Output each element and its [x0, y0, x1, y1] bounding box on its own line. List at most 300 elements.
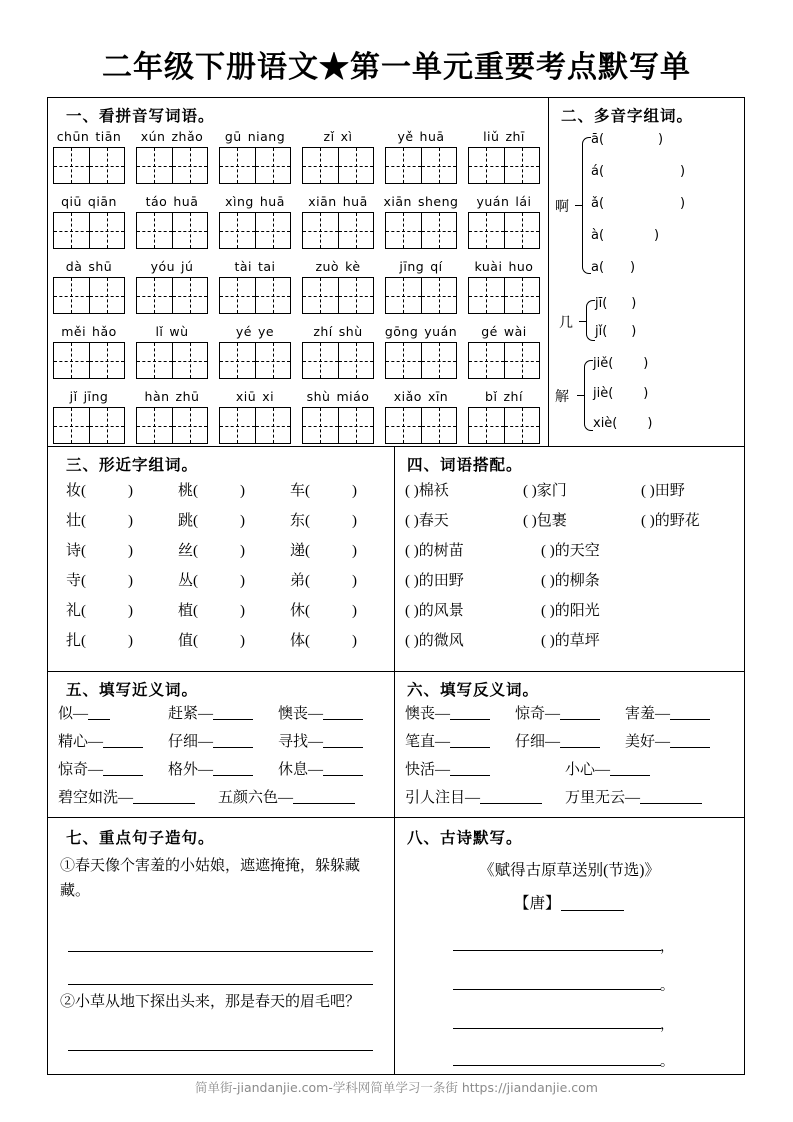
xingjinzi-item[interactable]: [178, 629, 245, 650]
section2-heading: 二、多音字组词。: [561, 108, 694, 125]
xingjinzi-item[interactable]: [178, 569, 245, 590]
xingjinzi-item[interactable]: [178, 479, 245, 500]
dapei-item[interactable]: ( )的微风: [405, 633, 464, 649]
tianzige-cell[interactable]: [303, 148, 338, 183]
word-pair-item[interactable]: [218, 786, 355, 807]
xingjinzi-char: 体(: [290, 633, 310, 649]
tianzige-box[interactable]: [468, 407, 540, 444]
pinyin-syllable: niang: [247, 129, 286, 144]
reading-pinyin: á(: [591, 164, 605, 179]
answer-blank[interactable]: [103, 732, 143, 748]
tianzige-cell[interactable]: [303, 343, 338, 378]
tianzige-box[interactable]: [468, 277, 540, 314]
pinyin-text: [50, 193, 128, 210]
answer-blank[interactable]: [323, 704, 363, 720]
reading-close: ): [658, 132, 664, 147]
tianzige-box[interactable]: [136, 342, 208, 379]
xingjinzi-row: [66, 599, 386, 629]
section-kan-pinyin-xie-ciyu: [48, 98, 549, 447]
tianzige-cell[interactable]: [255, 213, 291, 248]
dapei-item[interactable]: ( )的天空: [541, 543, 600, 559]
dapei-item[interactable]: ( )的野花: [641, 513, 700, 529]
tianzige-cell[interactable]: [89, 148, 125, 183]
pinyin-syllable: xi: [262, 389, 275, 404]
word-pair-item[interactable]: [405, 786, 542, 807]
dapei-row: [405, 599, 735, 629]
tianzige-cell[interactable]: [338, 343, 374, 378]
tianzige-box[interactable]: [302, 407, 374, 444]
dapei-item[interactable]: ( )的柳条: [541, 573, 600, 589]
tianzige-box[interactable]: [385, 147, 457, 184]
tianzige-box[interactable]: [136, 212, 208, 249]
xingjinzi-item[interactable]: [66, 479, 133, 500]
pinyin-syllable: jīng: [83, 389, 109, 404]
word-pair-item[interactable]: [405, 758, 490, 779]
word-pair-item[interactable]: [565, 758, 650, 779]
tianzige-cell[interactable]: [504, 148, 540, 183]
duoyinzi-reading: [591, 196, 685, 211]
pinyin-word-group: [382, 128, 460, 184]
tianzige-cell[interactable]: [504, 213, 540, 248]
reading-close: ): [643, 386, 649, 401]
xingjinzi-char: 妆(: [66, 483, 86, 499]
reading-close: ): [647, 416, 653, 431]
section1-heading: 一、看拼音写词语。: [66, 108, 215, 125]
tianzige-cell[interactable]: [303, 213, 338, 248]
tianzige-cell[interactable]: [338, 408, 374, 443]
footer-watermark: 简单街-jiandanjie.com-学科网简单学习一条街 https://jiandanjie.com: [194, 1080, 598, 1095]
xingjinzi-close-paren: ): [128, 573, 133, 589]
pinyin-row: [48, 388, 548, 453]
tianzige-cell[interactable]: [469, 213, 504, 248]
answer-blank[interactable]: [293, 788, 355, 804]
duoyinzi-reading: [593, 416, 652, 431]
poem-dynasty: 【唐】: [514, 895, 561, 912]
tianzige-box[interactable]: [468, 147, 540, 184]
pinyin-word-group: [216, 128, 294, 184]
tianzige-cell[interactable]: [469, 278, 504, 313]
tianzige-box[interactable]: [302, 277, 374, 314]
duoyinzi-reading: [591, 260, 635, 275]
brace: [582, 137, 591, 274]
word-pair-item[interactable]: [278, 758, 363, 779]
tianzige-cell[interactable]: [421, 278, 457, 313]
reading-pinyin: ǎ(: [591, 196, 605, 211]
tianzige-cell[interactable]: [220, 343, 255, 378]
tianzige-cell[interactable]: [172, 343, 208, 378]
xingjinzi-item[interactable]: [290, 509, 357, 530]
section4-heading: 四、词语搭配。: [407, 457, 523, 474]
answer-blank[interactable]: [450, 732, 490, 748]
reading-close: ): [631, 296, 637, 311]
dapei-item[interactable]: ( )的草坪: [541, 633, 600, 649]
xingjinzi-item[interactable]: [66, 509, 133, 530]
xingjinzi-item[interactable]: [290, 539, 357, 560]
pinyin-syllable: ye: [258, 324, 275, 339]
duoyinzi-char: 啊: [555, 200, 569, 215]
xingjinzi-item[interactable]: [290, 629, 357, 650]
tianzige-cell[interactable]: [137, 278, 172, 313]
xingjinzi-item[interactable]: [178, 539, 245, 560]
answer-blank[interactable]: [323, 732, 363, 748]
tianzige-cell[interactable]: [504, 278, 540, 313]
tianzige-box[interactable]: [302, 212, 374, 249]
word-pair-item[interactable]: [168, 730, 253, 751]
tianzige-box[interactable]: [385, 407, 457, 444]
xingjinzi-close-paren: ): [240, 603, 245, 619]
tianzige-box[interactable]: [53, 147, 125, 184]
pinyin-syllable: yuán: [424, 324, 458, 339]
duoyinzi-group-jie: [549, 356, 744, 446]
answer-blank[interactable]: [88, 704, 110, 720]
tianzige-cell[interactable]: [421, 213, 457, 248]
tianzige-cell[interactable]: [504, 343, 540, 378]
answer-blank[interactable]: [560, 732, 600, 748]
tianzige-box[interactable]: [219, 147, 291, 184]
tianzige-cell[interactable]: [220, 213, 255, 248]
pinyin-syllable: xiān: [308, 194, 337, 209]
xingjinzi-char: 桃(: [178, 483, 198, 499]
pinyin-syllable: lái: [515, 194, 532, 209]
tianzige-cell[interactable]: [54, 278, 89, 313]
xingjinzi-row: [66, 479, 386, 509]
pinyin-text: [50, 128, 128, 145]
tianzige-box[interactable]: [219, 407, 291, 444]
pinyin-syllable: huā: [259, 194, 285, 209]
word-pair-row: [405, 702, 740, 730]
tianzige-box[interactable]: [53, 342, 125, 379]
tianzige-cell[interactable]: [255, 278, 291, 313]
word-pair-item[interactable]: [58, 758, 143, 779]
word-prompt: 仔细—: [515, 734, 561, 750]
brace-nub: [577, 395, 584, 396]
tianzige-cell[interactable]: [386, 343, 421, 378]
pinyin-syllable: wù: [169, 324, 189, 339]
pinyin-text: [299, 258, 377, 275]
xingjinzi-item[interactable]: [290, 569, 357, 590]
reading-pinyin: ā(: [591, 132, 605, 147]
xingjinzi-char: 弟(: [290, 573, 310, 589]
pinyin-syllable: yóu: [150, 259, 176, 274]
tianzige-cell[interactable]: [54, 148, 89, 183]
tianzige-cell[interactable]: [386, 278, 421, 313]
reading-close: ): [680, 196, 686, 211]
word-pair-row: [58, 730, 388, 758]
tianzige-cell[interactable]: [137, 148, 172, 183]
xingjinzi-char: 休(: [290, 603, 310, 619]
dapei-item[interactable]: ( )的树苗: [405, 543, 464, 559]
answer-blank[interactable]: [610, 760, 650, 776]
tianzige-box[interactable]: [468, 342, 540, 379]
tianzige-cell[interactable]: [220, 148, 255, 183]
tianzige-cell[interactable]: [469, 148, 504, 183]
word-prompt: 美好—: [625, 734, 671, 750]
tianzige-cell[interactable]: [421, 148, 457, 183]
sentence-2: ②小草从地下探出头来，那是春天的眉毛吧？: [60, 994, 361, 1010]
tianzige-cell[interactable]: [386, 148, 421, 183]
worksheet-frame: [47, 97, 745, 1075]
tianzige-cell[interactable]: [172, 148, 208, 183]
dapei-item[interactable]: ( )的风景: [405, 603, 464, 619]
pinyin-text: [216, 128, 294, 145]
pinyin-text: [382, 128, 460, 145]
pinyin-syllable: jǐ: [69, 389, 78, 404]
pinyin-syllable: gōng: [384, 324, 419, 339]
pinyin-syllable: gū: [224, 129, 242, 144]
dapei-item[interactable]: ( )棉袄: [405, 483, 449, 499]
tianzige-box[interactable]: [385, 277, 457, 314]
reading-pinyin: xiè(: [593, 416, 618, 431]
xingjinzi-item[interactable]: [290, 599, 357, 620]
tianzige-cell[interactable]: [338, 213, 374, 248]
xingjinzi-close-paren: ): [240, 543, 245, 559]
pinyin-word-group: [465, 258, 543, 314]
pinyin-syllable: xì: [340, 129, 353, 144]
tianzige-cell[interactable]: [172, 278, 208, 313]
answer-blank[interactable]: [213, 760, 253, 776]
dapei-item[interactable]: ( )家门: [523, 483, 567, 499]
pinyin-text: [382, 388, 460, 405]
tianzige-cell[interactable]: [338, 278, 374, 313]
pinyin-syllable: zhī: [505, 129, 525, 144]
tianzige-box[interactable]: [302, 342, 374, 379]
pinyin-syllable: gé: [481, 324, 498, 339]
answer-blank[interactable]: [640, 788, 702, 804]
tianzige-cell[interactable]: [255, 408, 291, 443]
pinyin-syllable: tài: [234, 259, 252, 274]
answer-line: [68, 951, 373, 952]
dapei-item[interactable]: ( )的田野: [405, 573, 464, 589]
tianzige-cell[interactable]: [137, 213, 172, 248]
dapei-item[interactable]: ( )田野: [641, 483, 685, 499]
duoyinzi-group-ji: [549, 298, 744, 358]
xingjinzi-close-paren: ): [352, 513, 357, 529]
pinyin-syllable: hǎo: [92, 324, 117, 339]
word-pair-item[interactable]: [58, 702, 110, 723]
tianzige-cell[interactable]: [469, 343, 504, 378]
word-pair-item[interactable]: [278, 702, 363, 723]
reading-pinyin: jiè(: [593, 386, 614, 401]
xingjinzi-item[interactable]: [66, 629, 133, 650]
tianzige-cell[interactable]: [421, 343, 457, 378]
pinyin-syllable: kè: [345, 259, 361, 274]
xingjinzi-close-paren: ): [128, 483, 133, 499]
tianzige-cell[interactable]: [220, 408, 255, 443]
dapei-item[interactable]: ( )包裹: [523, 513, 567, 529]
pinyin-syllable: měi: [61, 324, 87, 339]
tianzige-box[interactable]: [136, 407, 208, 444]
pinyin-syllable: huā: [419, 129, 445, 144]
tianzige-cell[interactable]: [504, 408, 540, 443]
reading-close: ): [680, 164, 686, 179]
section-duoyinzi-zuci: [549, 98, 744, 447]
section-tianxie-jinyici: [48, 672, 395, 818]
xingjinzi-item[interactable]: [178, 599, 245, 620]
pinyin-text: [299, 193, 377, 210]
tianzige-box[interactable]: [468, 212, 540, 249]
tianzige-cell[interactable]: [421, 408, 457, 443]
pinyin-syllable: zǐ: [323, 129, 335, 144]
tianzige-cell[interactable]: [89, 278, 125, 313]
pinyin-syllable: sheng: [417, 194, 459, 209]
word-prompt: 懊丧—: [278, 706, 324, 722]
tianzige-cell[interactable]: [469, 408, 504, 443]
pinyin-syllable: shù: [306, 389, 331, 404]
poem-punctuation: 。: [660, 979, 674, 994]
tianzige-box[interactable]: [385, 212, 457, 249]
poem-answer-line: [453, 1065, 661, 1066]
brace: [584, 360, 593, 431]
pinyin-row: [48, 128, 548, 193]
word-pair-row: [405, 786, 740, 814]
answer-blank[interactable]: [213, 732, 253, 748]
pinyin-word-group: [50, 323, 128, 379]
tianzige-cell[interactable]: [89, 343, 125, 378]
tianzige-box[interactable]: [136, 277, 208, 314]
word-pair-row: [405, 730, 740, 758]
tianzige-cell[interactable]: [386, 213, 421, 248]
word-pair-item[interactable]: [168, 702, 253, 723]
poem-punctuation: ，: [660, 940, 674, 955]
answer-blank[interactable]: [670, 704, 710, 720]
answer-blank[interactable]: [323, 760, 363, 776]
pinyin-syllable: shū: [88, 259, 113, 274]
tianzige-box[interactable]: [219, 277, 291, 314]
duoyinzi-reading: [593, 356, 648, 371]
reading-pinyin: jiě(: [593, 356, 614, 371]
answer-blank[interactable]: [480, 788, 542, 804]
dapei-item[interactable]: ( )春天: [405, 513, 449, 529]
answer-blank[interactable]: [670, 732, 710, 748]
tianzige-cell[interactable]: [255, 343, 291, 378]
xingjinzi-item[interactable]: [290, 479, 357, 500]
tianzige-cell[interactable]: [137, 408, 172, 443]
pinyin-syllable: qí: [430, 259, 443, 274]
pinyin-text: [382, 323, 460, 340]
tianzige-cell[interactable]: [89, 408, 125, 443]
xingjinzi-item[interactable]: [66, 539, 133, 560]
tianzige-cell[interactable]: [54, 408, 89, 443]
word-pair-item[interactable]: [405, 702, 490, 723]
pinyin-text: [133, 323, 211, 340]
xingjinzi-char: 车(: [290, 483, 310, 499]
word-prompt: 格外—: [168, 762, 214, 778]
tianzige-cell[interactable]: [54, 343, 89, 378]
pinyin-word-group: [216, 193, 294, 249]
pinyin-syllable: xìng: [225, 194, 254, 209]
tianzige-cell[interactable]: [172, 408, 208, 443]
tianzige-cell[interactable]: [338, 148, 374, 183]
section8-heading: 八、古诗默写。: [407, 830, 523, 847]
pinyin-word-group: [216, 388, 294, 444]
pinyin-syllable: zhū: [175, 389, 200, 404]
word-prompt: 惊奇—: [58, 762, 104, 778]
tianzige-cell[interactable]: [89, 213, 125, 248]
answer-blank[interactable]: [103, 760, 143, 776]
duoyinzi-reading: [595, 324, 636, 339]
answer-blank[interactable]: [133, 788, 195, 804]
tianzige-box[interactable]: [53, 212, 125, 249]
tianzige-box[interactable]: [219, 212, 291, 249]
reading-close: ): [643, 356, 649, 371]
pinyin-text: [133, 193, 211, 210]
pinyin-syllable: lǐ: [155, 324, 164, 339]
word-pair-item[interactable]: [515, 702, 600, 723]
pinyin-syllable: zhí: [503, 389, 523, 404]
tianzige-box[interactable]: [53, 407, 125, 444]
word-pair-row: [405, 758, 740, 786]
tianzige-cell[interactable]: [303, 278, 338, 313]
word-pair-item[interactable]: [58, 730, 143, 751]
answer-blank[interactable]: [560, 704, 600, 720]
xingjinzi-item[interactable]: [66, 599, 133, 620]
word-prompt: 快活—: [405, 762, 451, 778]
poem-answer-line: [453, 1028, 661, 1029]
answer-blank[interactable]: [450, 704, 490, 720]
word-prompt: 小心—: [565, 762, 611, 778]
tianzige-box[interactable]: [385, 342, 457, 379]
tianzige-cell[interactable]: [303, 408, 338, 443]
word-pair-item[interactable]: [625, 702, 710, 723]
xingjinzi-item[interactable]: [66, 569, 133, 590]
xingjinzi-char: 扎(: [66, 633, 86, 649]
tianzige-box[interactable]: [53, 277, 125, 314]
duoyinzi-reading: [595, 296, 636, 311]
xingjinzi-char: 植(: [178, 603, 198, 619]
duoyinzi-reading: [591, 228, 659, 243]
word-pair-item[interactable]: [278, 730, 363, 751]
pinyin-text: [133, 258, 211, 275]
tianzige-cell[interactable]: [386, 408, 421, 443]
word-pair-item[interactable]: [58, 786, 195, 807]
tianzige-cell[interactable]: [255, 148, 291, 183]
tianzige-cell[interactable]: [137, 343, 172, 378]
word-pair-item[interactable]: [405, 730, 490, 751]
pinyin-text: [133, 388, 211, 405]
pinyin-syllable: xīn: [427, 389, 449, 404]
xingjinzi-close-paren: ): [240, 573, 245, 589]
pinyin-syllable: kuài: [474, 259, 503, 274]
tianzige-cell[interactable]: [220, 278, 255, 313]
answer-blank[interactable]: [213, 704, 253, 720]
poem-author-line: [561, 910, 624, 911]
pinyin-word-group: [50, 388, 128, 444]
xingjinzi-item[interactable]: [178, 509, 245, 530]
word-pair-item[interactable]: [565, 786, 702, 807]
tianzige-box[interactable]: [302, 147, 374, 184]
word-pair-item[interactable]: [168, 758, 253, 779]
word-pair-item[interactable]: [625, 730, 710, 751]
xingjinzi-char: 跳(: [178, 513, 198, 529]
tianzige-cell[interactable]: [172, 213, 208, 248]
word-pair-item[interactable]: [515, 730, 600, 751]
answer-blank[interactable]: [450, 760, 490, 776]
reading-pinyin: jī(: [595, 296, 608, 311]
tianzige-cell[interactable]: [54, 213, 89, 248]
word-prompt: 害羞—: [625, 706, 671, 722]
pinyin-word-group: [465, 323, 543, 379]
xingjinzi-row: [66, 569, 386, 599]
pinyin-syllable: yé: [235, 324, 252, 339]
tianzige-box[interactable]: [219, 342, 291, 379]
tianzige-box[interactable]: [136, 147, 208, 184]
xingjinzi-close-paren: ): [352, 483, 357, 499]
pinyin-text: [50, 323, 128, 340]
xingjinzi-row: [66, 539, 386, 569]
dapei-item[interactable]: ( )的阳光: [541, 603, 600, 619]
reading-close: ): [654, 228, 660, 243]
xingjinzi-char: 值(: [178, 633, 198, 649]
